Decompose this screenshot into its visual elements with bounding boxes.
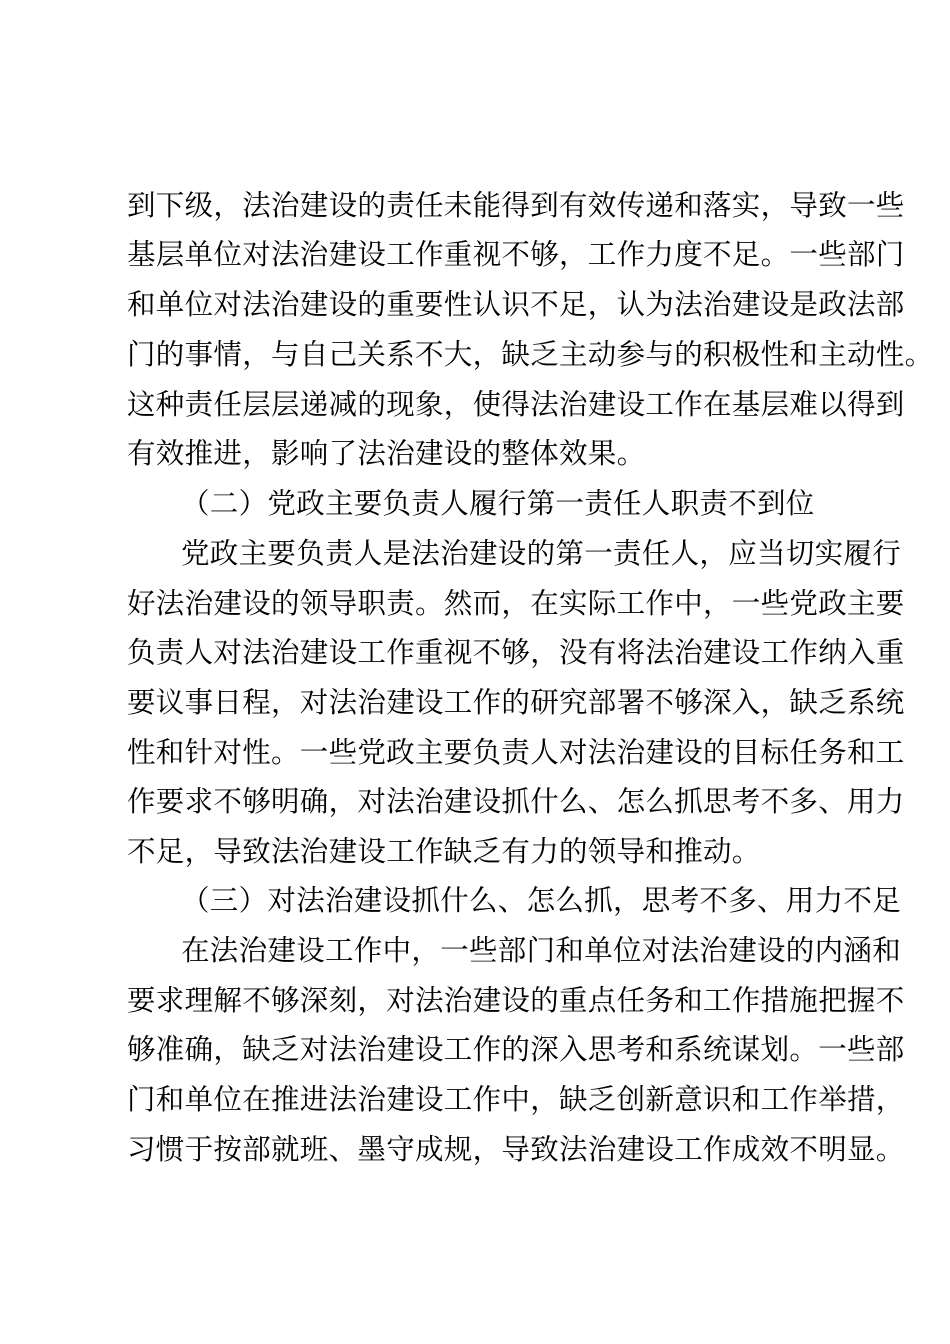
body-text-line: 要议事日程，对法治建设工作的研究部署不够深入，缺乏系统 <box>127 686 905 719</box>
body-text-line: 和单位对法治建设的重要性认识不足，认为法治建设是政法部 <box>127 288 905 321</box>
body-text-line: 习惯于按部就班、墨守成规，导致法治建设工作成效不明显。 <box>127 1133 905 1166</box>
body-text-line: 门的事情，与自己关系不大，缺乏主动参与的积极性和主动性。 <box>127 338 934 371</box>
body-text-line: 要求理解不够深刻，对法治建设的重点任务和工作措施把握不 <box>127 984 905 1017</box>
section-heading-2: （二）党政主要负责人履行第一责任人职责不到位 <box>181 487 815 520</box>
body-text-line: 性和针对性。一些党政主要负责人对法治建设的目标任务和工 <box>127 736 905 769</box>
body-text-line: 负责人对法治建设工作重视不够，没有将法治建设工作纳入重 <box>127 636 905 669</box>
body-text-line: 这种责任层层递减的现象，使得法治建设工作在基层难以得到 <box>127 388 905 421</box>
body-text-line: 基层单位对法治建设工作重视不够，工作力度不足。一些部门 <box>127 238 905 271</box>
body-text-line: 作要求不够明确，对法治建设抓什么、怎么抓思考不多、用力 <box>127 785 905 818</box>
body-text-line: 门和单位在推进法治建设工作中，缺乏创新意识和工作举措， <box>127 1083 905 1116</box>
body-text-line: 不足，导致法治建设工作缺乏有力的领导和推动。 <box>127 835 761 868</box>
body-text-line: 到下级，法治建设的责任未能得到有效传递和落实，导致一些 <box>127 189 905 222</box>
paragraph-first-line: 党政主要负责人是法治建设的第一责任人，应当切实履行 <box>181 537 902 570</box>
body-text-line: 好法治建设的领导职责。然而，在实际工作中，一些党政主要 <box>127 587 905 620</box>
section-heading-3: （三）对法治建设抓什么、怎么抓，思考不多、用力不足 <box>181 884 902 917</box>
body-text-line: 有效推进，影响了法治建设的整体效果。 <box>127 437 646 470</box>
paragraph-first-line: 在法治建设工作中，一些部门和单位对法治建设的内涵和 <box>181 934 902 967</box>
body-text-line: 够准确，缺乏对法治建设工作的深入思考和系统谋划。一些部 <box>127 1033 905 1066</box>
